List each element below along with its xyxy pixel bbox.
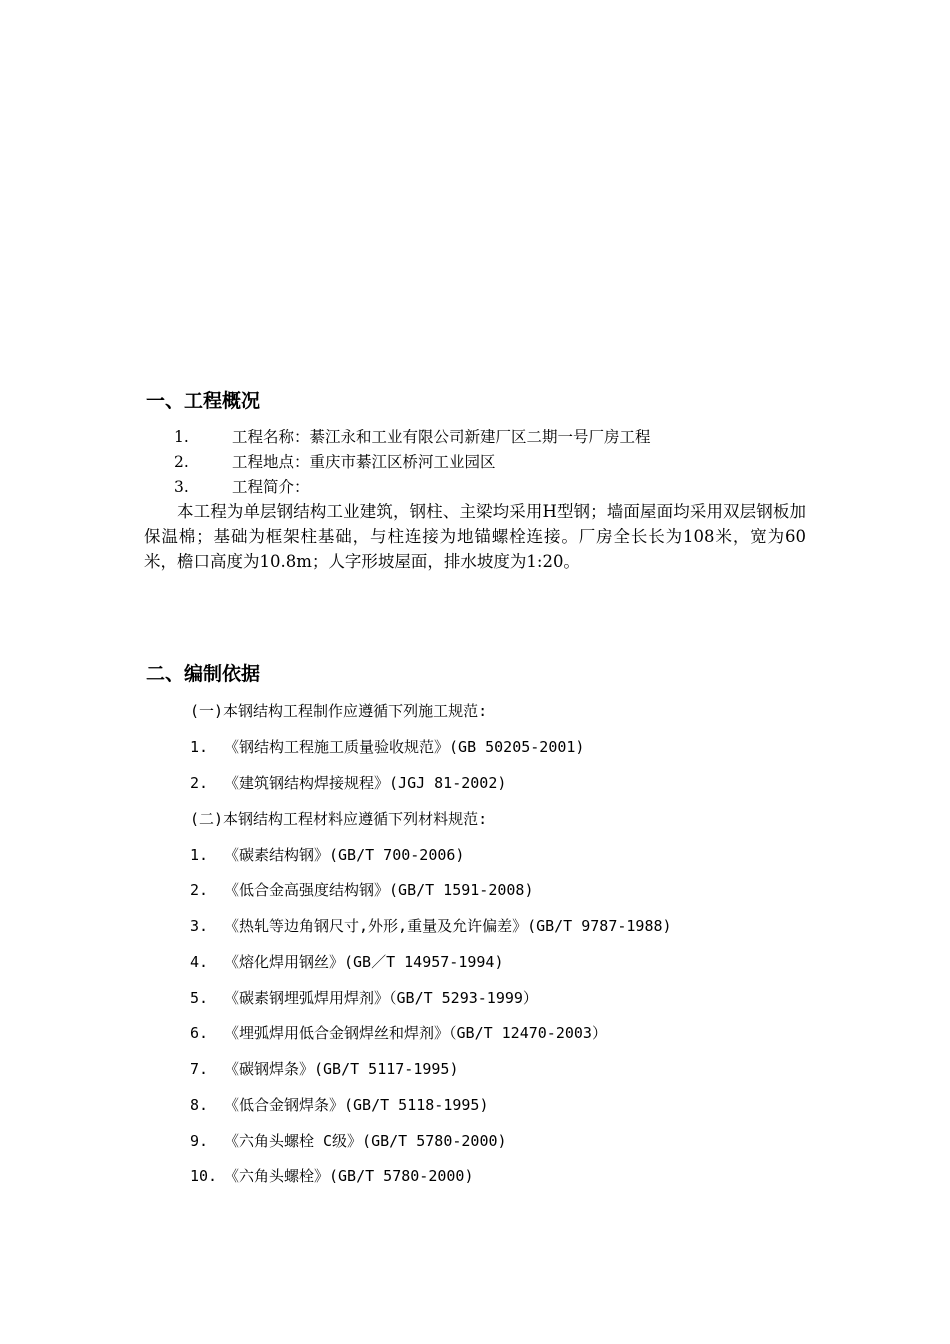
item-number: 1. [190, 738, 209, 756]
item-text: 《碳素结构钢》(GB/T 700-2006) [224, 846, 465, 864]
list-item [190, 1023, 607, 1043]
item-text: 《低合金高强度结构钢》(GB/T 1591-2008) [224, 881, 534, 899]
item-text: 《熔化焊用钢丝》(GB／T 14957-1994) [224, 953, 504, 971]
item-text: 《热轧等边角钢尺寸,外形,重量及允许偏差》(GB/T 9787-1988) [224, 917, 672, 935]
item-text: 《建筑钢结构焊接规程》(JGJ 81-2002) [224, 774, 507, 792]
overview-item-name [174, 426, 651, 448]
list-item [190, 916, 672, 936]
item-number: 1. [174, 428, 189, 446]
list-item [190, 1059, 459, 1079]
list-item [190, 988, 538, 1008]
overview-item-summary [174, 476, 310, 498]
item-text: 《钢结构工程施工质量验收规范》(GB 50205-2001) [224, 738, 585, 756]
project-intro-paragraph: 本工程为单层钢结构工业建筑，钢柱、主梁均采用H型钢；墙面屋面均采用双层钢板加保温棉；基础为框架柱基础，与柱连接为地锚螺栓连接。厂房全长长为108米，宽为60米，檐口高度为10.8m；人字形坡屋面，排水坡度为1:20。 [144, 502, 806, 571]
list-item [190, 1131, 507, 1151]
item-number: 4. [190, 953, 209, 971]
item-number: 6. [190, 1024, 209, 1042]
item-text: 工程名称：綦江永和工业有限公司新建厂区二期一号厂房工程 [232, 428, 651, 446]
section-heading-basis: 二、编制依据 [146, 663, 261, 685]
subsection-material-standards: (二)本钢结构工程材料应遵循下列材料规范: [190, 810, 488, 828]
item-text: 工程简介： [232, 478, 310, 496]
item-number: 8. [190, 1096, 209, 1114]
item-number: 9. [190, 1132, 209, 1150]
list-item [190, 880, 534, 900]
item-number: 2. [174, 453, 189, 471]
item-number: 3. [174, 478, 189, 496]
item-number: 5. [190, 989, 209, 1007]
item-number: 3. [190, 917, 209, 935]
list-item [190, 952, 504, 972]
subsection-construction-standards: (一)本钢结构工程制作应遵循下列施工规范: [190, 702, 488, 720]
item-text: 《碳钢焊条》(GB/T 5117-1995) [224, 1060, 459, 1078]
item-number: 7. [190, 1060, 209, 1078]
list-item [190, 773, 506, 793]
item-text: 《六角头螺栓》(GB/T 5780-2000) [224, 1167, 474, 1185]
overview-item-location [174, 451, 496, 473]
item-number: 10. [190, 1167, 218, 1185]
item-text: 《低合金钢焊条》(GB/T 5118-1995) [224, 1096, 489, 1114]
item-number: 2. [190, 774, 209, 792]
list-item [190, 1095, 489, 1115]
section-heading-overview: 一、工程概况 [146, 390, 261, 412]
item-text: 《碳素钢埋弧焊用焊剂》（GB/T 5293-1999） [224, 989, 538, 1007]
list-item [190, 1166, 474, 1186]
item-text: 《六角头螺栓 C级》(GB/T 5780-2000) [224, 1132, 507, 1150]
list-item [190, 737, 584, 757]
item-number: 1. [190, 846, 209, 864]
item-text: 《埋弧焊用低合金钢焊丝和焊剂》（GB/T 12470-2003） [224, 1024, 607, 1042]
list-item [190, 845, 464, 865]
item-number: 2. [190, 881, 209, 899]
item-text: 工程地点：重庆市綦江区桥河工业园区 [232, 453, 496, 471]
